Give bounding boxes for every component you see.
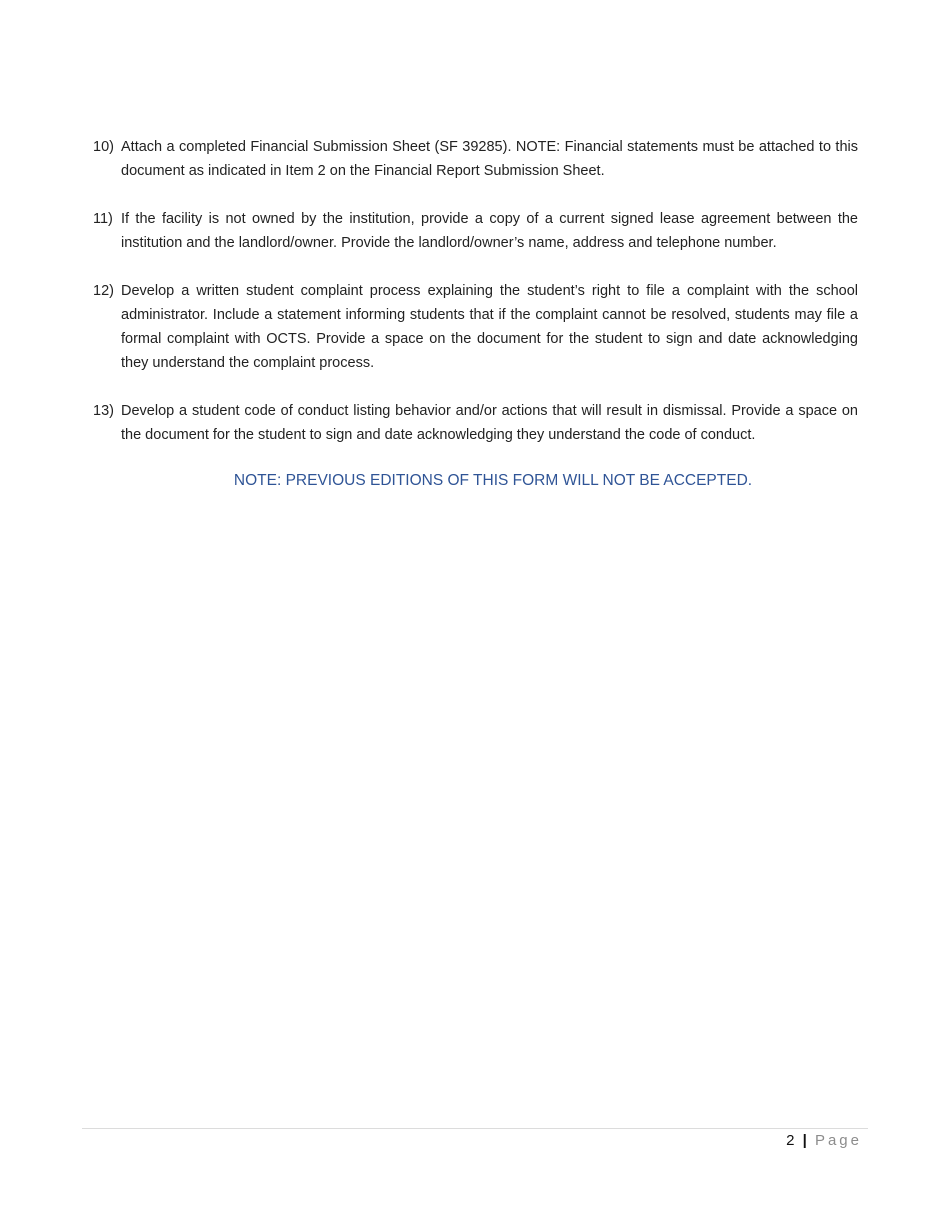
list-item [93, 399, 858, 447]
item-number: 12) [93, 283, 114, 299]
item-number: 10) [93, 139, 114, 155]
item-text: If the facility is not owned by the institution, provide a copy of a current signed lease agreement between the institution and the landlord/owner. Provide the landlord/owner’s name, address and telephone number. [121, 211, 858, 251]
footer-divider [82, 1128, 868, 1129]
page-number: 2 [786, 1132, 795, 1149]
page-footer [786, 1132, 862, 1149]
editions-note: NOTE: PREVIOUS EDITIONS OF THIS FORM WILL NOT BE ACCEPTED. [233, 472, 753, 489]
item-text: Develop a written student complaint process explaining the student’s right to file a complaint with the school administrator. Include a statement informing students that if the complaint cannot be resolved, students may file a formal complaint with OCTS. Provide a space on the document for the student to sign and date acknowledging they understand the complaint process. [121, 283, 858, 371]
page-separator: | [802, 1132, 807, 1149]
item-text: Attach a completed Financial Submission Sheet (SF 39285). NOTE: Financial statements must be attached to this document as indicated in Item 2 on the Financial Report Submission Sheet. [121, 139, 858, 179]
list-item [93, 207, 858, 255]
item-number: 11) [93, 211, 113, 227]
page-label: Page [814, 1132, 862, 1149]
list-item [93, 135, 858, 183]
list-item [93, 279, 858, 375]
item-number: 13) [93, 403, 114, 419]
instruction-list [93, 135, 858, 471]
item-text: Develop a student code of conduct listing behavior and/or actions that will result in dismissal. Provide a space on the document for the student to sign and date acknowledging they understand the code of conduct. [121, 403, 858, 443]
